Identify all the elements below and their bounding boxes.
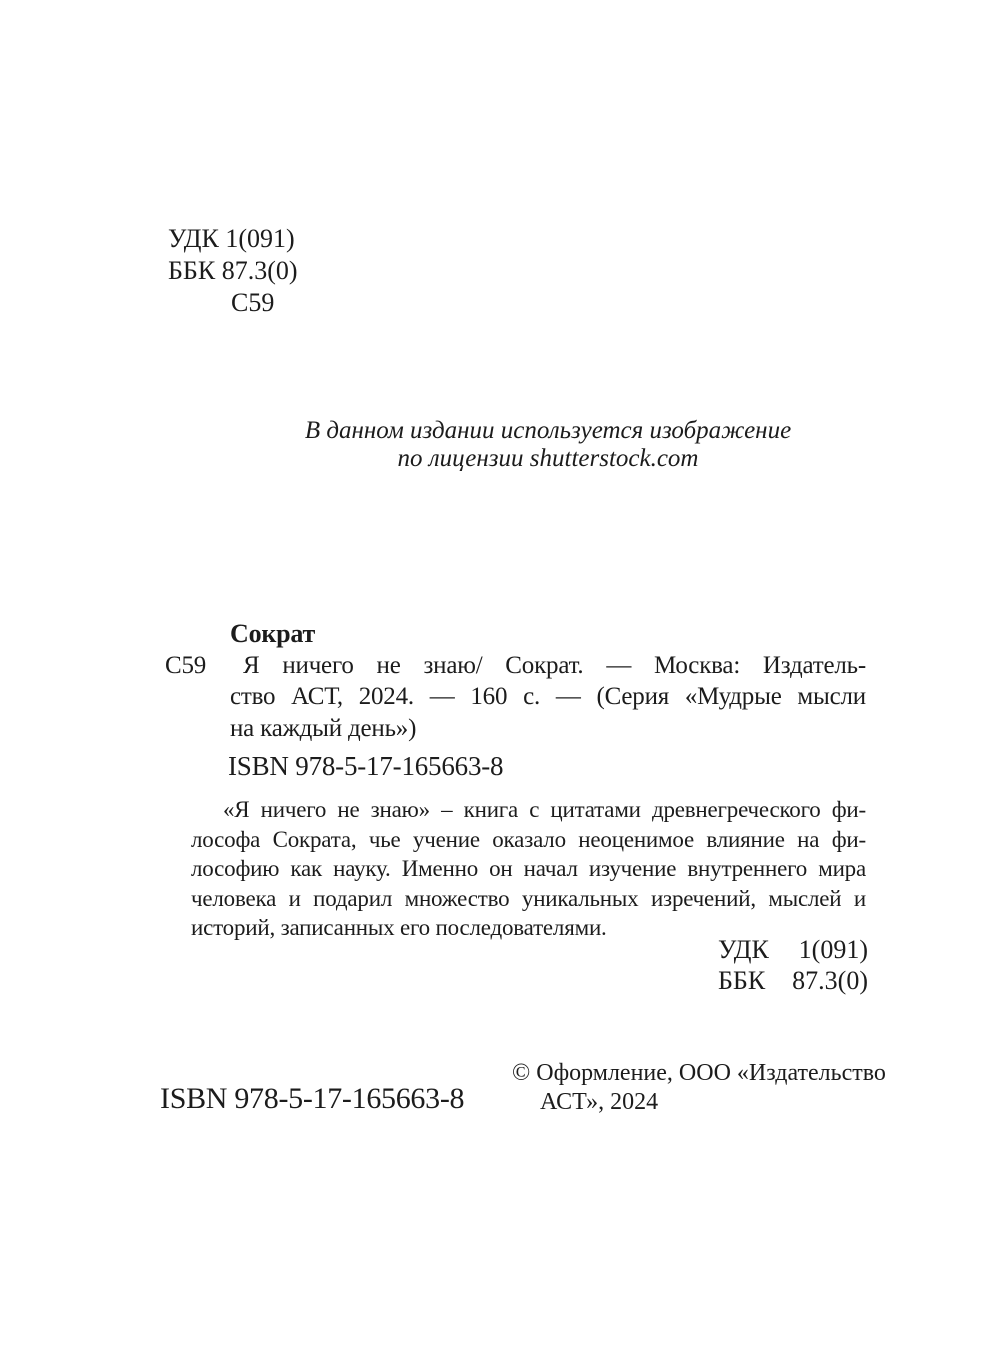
catalog-entry-line: ство АСТ, 2024. — 160 с. — (Серия «Мудрые мысли	[230, 683, 866, 710]
author-heading: Сократ	[230, 619, 316, 648]
annotation-line: историй, записанных его последователями.	[191, 915, 607, 940]
udk-value: 1(091)	[798, 935, 868, 964]
license-notice-line: В данном издании используется изображение	[304, 417, 792, 444]
bbk-value: 87.3(0)	[792, 966, 868, 995]
copyright-line: © Оформление, ООО «Издательство	[512, 1060, 886, 1086]
annotation-line: лософа Сократа, чье учение оказало неоценимое влияние на фи-	[191, 826, 866, 852]
classification-top-block	[168, 223, 298, 319]
copyright-block	[512, 1059, 902, 1117]
license-notice-line: по лицензии shutterstock.com	[397, 445, 699, 472]
license-notice	[230, 417, 866, 473]
annotation-line: человека и подарил множество уникальных изречений, мыслей и	[191, 885, 866, 911]
bbk-code: ББК 87.3(0)	[168, 256, 298, 285]
annotation-line: лософию как науку. Именно он начал изучение внутреннего мира	[191, 856, 866, 881]
catalog-entry-line: на каждый день»)	[230, 714, 417, 742]
catalog-entry-line: Я ничего не знаю/ Сократ. — Москва: Издатель-	[243, 651, 866, 679]
bbk-bottom-row	[718, 965, 868, 996]
author-sign: С59	[231, 288, 275, 317]
annotation-paragraph	[191, 795, 866, 943]
isbn-entry: ISBN 978-5-17-165663-8	[228, 751, 504, 781]
catalog-entry-sign: С59	[165, 651, 207, 679]
copyright-line: АСТ», 2024	[540, 1089, 659, 1115]
catalog-entry	[165, 618, 866, 744]
annotation-line: «Я ничего не знаю» – книга с цитатами древнегреческого фи-	[223, 797, 866, 822]
classification-bottom-block	[718, 934, 868, 996]
udk-code: УДК 1(091)	[168, 224, 295, 253]
udk-bottom-row	[718, 934, 868, 965]
footer-isbn: ISBN 978-5-17-165663-8	[160, 1082, 465, 1115]
bbk-label: ББК	[718, 966, 766, 995]
udk-label: УДК	[718, 935, 769, 964]
